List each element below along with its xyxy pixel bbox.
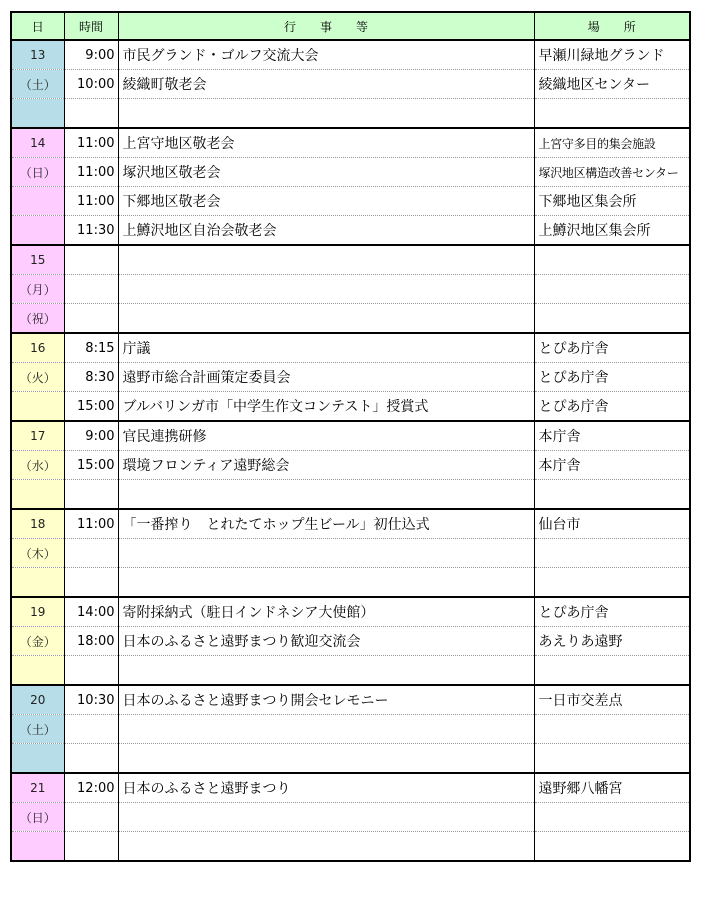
- event-cell: 日本のふるさと遠野まつり歓迎交流会: [118, 627, 534, 656]
- event-cell: 上宮守地区敬老会: [118, 128, 534, 158]
- schedule-row: [11, 333, 690, 363]
- schedule-row: [11, 685, 690, 715]
- event-cell: 寄附採納式（駐日インドネシア大使館）: [118, 597, 534, 627]
- day-cell: [11, 656, 64, 686]
- event-cell: [118, 304, 534, 334]
- place-cell: 本庁舎: [534, 421, 690, 451]
- event-cell: 日本のふるさと遠野まつり: [118, 773, 534, 803]
- time-cell: 8:15: [64, 333, 118, 363]
- place-cell: とぴあ庁舎: [534, 333, 690, 363]
- day-cell: [11, 568, 64, 598]
- place-cell: [534, 539, 690, 568]
- place-cell: 綾織地区センター: [534, 70, 690, 99]
- time-cell: 10:00: [64, 70, 118, 99]
- schedule-row: [11, 539, 690, 568]
- place-cell: とぴあ庁舎: [534, 597, 690, 627]
- event-cell: [118, 245, 534, 275]
- place-cell: [534, 568, 690, 598]
- day-cell: [11, 392, 64, 422]
- time-cell: 11:00: [64, 128, 118, 158]
- day-cell: [11, 187, 64, 216]
- schedule-row: [11, 803, 690, 832]
- day-cell: （金）: [11, 627, 64, 656]
- time-cell: 12:00: [64, 773, 118, 803]
- day-cell: （木）: [11, 539, 64, 568]
- place-cell: [534, 480, 690, 510]
- schedule-row: [11, 480, 690, 510]
- event-cell: ブルバリンガ市「中学生作文コンテスト」授賞式: [118, 392, 534, 422]
- event-cell: 官民連携研修: [118, 421, 534, 451]
- day-cell: 21: [11, 773, 64, 803]
- schedule-row: [11, 99, 690, 129]
- day-cell: [11, 216, 64, 246]
- time-cell: [64, 480, 118, 510]
- day-cell: 19: [11, 597, 64, 627]
- day-cell: 15: [11, 245, 64, 275]
- event-cell: [118, 744, 534, 774]
- event-cell: 綾織町敬老会: [118, 70, 534, 99]
- place-cell: 一日市交差点: [534, 685, 690, 715]
- place-cell: とぴあ庁舎: [534, 392, 690, 422]
- place-cell: [534, 275, 690, 304]
- schedule-row: [11, 363, 690, 392]
- place-cell: 遠野郷八幡宮: [534, 773, 690, 803]
- place-cell: [534, 803, 690, 832]
- schedule-row: [11, 392, 690, 422]
- day-cell: [11, 832, 64, 862]
- time-cell: 15:00: [64, 392, 118, 422]
- place-cell: 早瀬川緑地グランド: [534, 40, 690, 70]
- schedule-row: [11, 275, 690, 304]
- place-cell: 上鱒沢地区集会所: [534, 216, 690, 246]
- time-cell: 11:00: [64, 509, 118, 539]
- event-cell: 環境フロンティア遠野総会: [118, 451, 534, 480]
- schedule-row: [11, 187, 690, 216]
- schedule-row: [11, 773, 690, 803]
- header-place: 場 所: [534, 12, 690, 40]
- time-cell: [64, 568, 118, 598]
- schedule-row: [11, 70, 690, 99]
- schedule-row: [11, 744, 690, 774]
- day-cell: 20: [11, 685, 64, 715]
- place-cell: 塚沢地区構造改善センター: [534, 158, 690, 187]
- day-cell: （水）: [11, 451, 64, 480]
- event-cell: 日本のふるさと遠野まつり開会セレモニー: [118, 685, 534, 715]
- day-cell: 17: [11, 421, 64, 451]
- place-cell: あえりあ遠野: [534, 627, 690, 656]
- time-cell: 9:00: [64, 40, 118, 70]
- day-cell: （祝）: [11, 304, 64, 334]
- day-cell: 18: [11, 509, 64, 539]
- place-cell: 仙台市: [534, 509, 690, 539]
- place-cell: 下郷地区集会所: [534, 187, 690, 216]
- schedule-row: [11, 597, 690, 627]
- day-cell: （土）: [11, 715, 64, 744]
- event-cell: 上鱒沢地区自治会敬老会: [118, 216, 534, 246]
- day-cell: 14: [11, 128, 64, 158]
- event-cell: 遠野市総合計画策定委員会: [118, 363, 534, 392]
- time-cell: 9:00: [64, 421, 118, 451]
- day-cell: 13: [11, 40, 64, 70]
- day-cell: [11, 480, 64, 510]
- time-cell: [64, 275, 118, 304]
- schedule-row: [11, 656, 690, 686]
- time-cell: [64, 715, 118, 744]
- event-cell: 下郷地区敬老会: [118, 187, 534, 216]
- schedule-row: [11, 304, 690, 334]
- schedule-row: [11, 421, 690, 451]
- time-cell: [64, 656, 118, 686]
- event-cell: 庁議: [118, 333, 534, 363]
- schedule-row: [11, 715, 690, 744]
- time-cell: [64, 245, 118, 275]
- event-cell: 塚沢地区敬老会: [118, 158, 534, 187]
- schedule-row: [11, 158, 690, 187]
- header-time: 時間: [64, 12, 118, 40]
- event-cell: [118, 832, 534, 862]
- event-cell: [118, 480, 534, 510]
- event-cell: [118, 715, 534, 744]
- header-event: 行 事 等: [118, 12, 534, 40]
- schedule-row: [11, 128, 690, 158]
- schedule-row: [11, 245, 690, 275]
- time-cell: [64, 539, 118, 568]
- schedule-body: [11, 40, 690, 861]
- day-cell: （日）: [11, 158, 64, 187]
- day-cell: （月）: [11, 275, 64, 304]
- time-cell: 11:00: [64, 187, 118, 216]
- place-cell: [534, 832, 690, 862]
- day-cell: 16: [11, 333, 64, 363]
- event-cell: 「一番搾り とれたてホップ生ビール」初仕込式: [118, 509, 534, 539]
- time-cell: 10:30: [64, 685, 118, 715]
- time-cell: 11:30: [64, 216, 118, 246]
- place-cell: 本庁舎: [534, 451, 690, 480]
- header-day: 日: [11, 12, 64, 40]
- schedule-row: [11, 216, 690, 246]
- time-cell: 14:00: [64, 597, 118, 627]
- place-cell: [534, 744, 690, 774]
- event-cell: [118, 99, 534, 129]
- day-cell: （火）: [11, 363, 64, 392]
- place-cell: [534, 304, 690, 334]
- time-cell: [64, 832, 118, 862]
- time-cell: 11:00: [64, 158, 118, 187]
- event-cell: [118, 656, 534, 686]
- place-cell: 上宮守多目的集会施設: [534, 128, 690, 158]
- event-cell: [118, 275, 534, 304]
- schedule-row: [11, 40, 690, 70]
- event-cell: [118, 539, 534, 568]
- place-cell: とぴあ庁舎: [534, 363, 690, 392]
- time-cell: 15:00: [64, 451, 118, 480]
- time-cell: [64, 744, 118, 774]
- day-cell: [11, 744, 64, 774]
- header-row: [11, 12, 690, 40]
- place-cell: [534, 656, 690, 686]
- day-cell: （日）: [11, 803, 64, 832]
- event-cell: 市民グランド・ゴルフ交流大会: [118, 40, 534, 70]
- event-cell: [118, 803, 534, 832]
- schedule-row: [11, 627, 690, 656]
- time-cell: 18:00: [64, 627, 118, 656]
- event-cell: [118, 568, 534, 598]
- schedule-row: [11, 509, 690, 539]
- schedule-row: [11, 832, 690, 862]
- day-cell: （土）: [11, 70, 64, 99]
- place-cell: [534, 245, 690, 275]
- schedule-table: [10, 11, 691, 862]
- time-cell: 8:30: [64, 363, 118, 392]
- time-cell: [64, 99, 118, 129]
- schedule-row: [11, 568, 690, 598]
- schedule-row: [11, 451, 690, 480]
- day-cell: [11, 99, 64, 129]
- time-cell: [64, 304, 118, 334]
- place-cell: [534, 99, 690, 129]
- time-cell: [64, 803, 118, 832]
- place-cell: [534, 715, 690, 744]
